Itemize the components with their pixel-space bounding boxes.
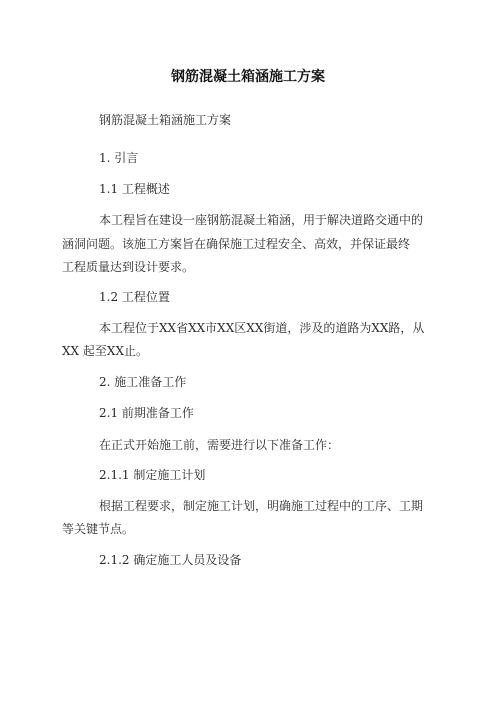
paragraph-1-2-line-1: 本工程位于XX省XX市XX区XX街道，涉及的道路为XX路，从 <box>99 321 425 335</box>
paragraph-1-1-line-1: 本工程旨在建设一座钢筋混凝土箱涵，用于解决道路交通中的 <box>99 213 424 227</box>
section-heading-2-1-1: 2.1.1 制定施工计划 <box>99 468 206 482</box>
paragraph-2-1-1-line-2: 等关键节点。 <box>62 522 135 536</box>
section-heading-2: 2. 施工准备工作 <box>99 375 187 389</box>
paragraph-1-2-line-2: XX 起至XX止。 <box>62 344 148 358</box>
section-heading-1-2: 1.2 工程位置 <box>99 290 170 304</box>
document-subtitle: 钢筋混凝土箱涵施工方案 <box>99 113 232 127</box>
section-heading-2-1: 2.1 前期准备工作 <box>99 406 194 420</box>
paragraph-1-1-line-2: 涵洞问题。该施工方案旨在确保施工过程安全、高效，并保证最终 <box>62 237 411 251</box>
document-title: 钢筋混凝土箱涵施工方案 <box>171 69 325 85</box>
paragraph-2-1-1-line-1: 根据工程要求，制定施工计划，明确施工过程中的工序、工期 <box>99 499 424 513</box>
paragraph-1-1-line-3: 工程质量达到设计要求。 <box>62 260 195 274</box>
paragraph-2-1: 在正式开始施工前，需要进行以下准备工作： <box>99 438 340 452</box>
section-heading-1: 1. 引言 <box>99 151 139 165</box>
section-heading-1-1: 1.1 工程概述 <box>99 182 170 196</box>
section-heading-2-1-2: 2.1.2 确定施工人员及设备 <box>99 553 242 567</box>
